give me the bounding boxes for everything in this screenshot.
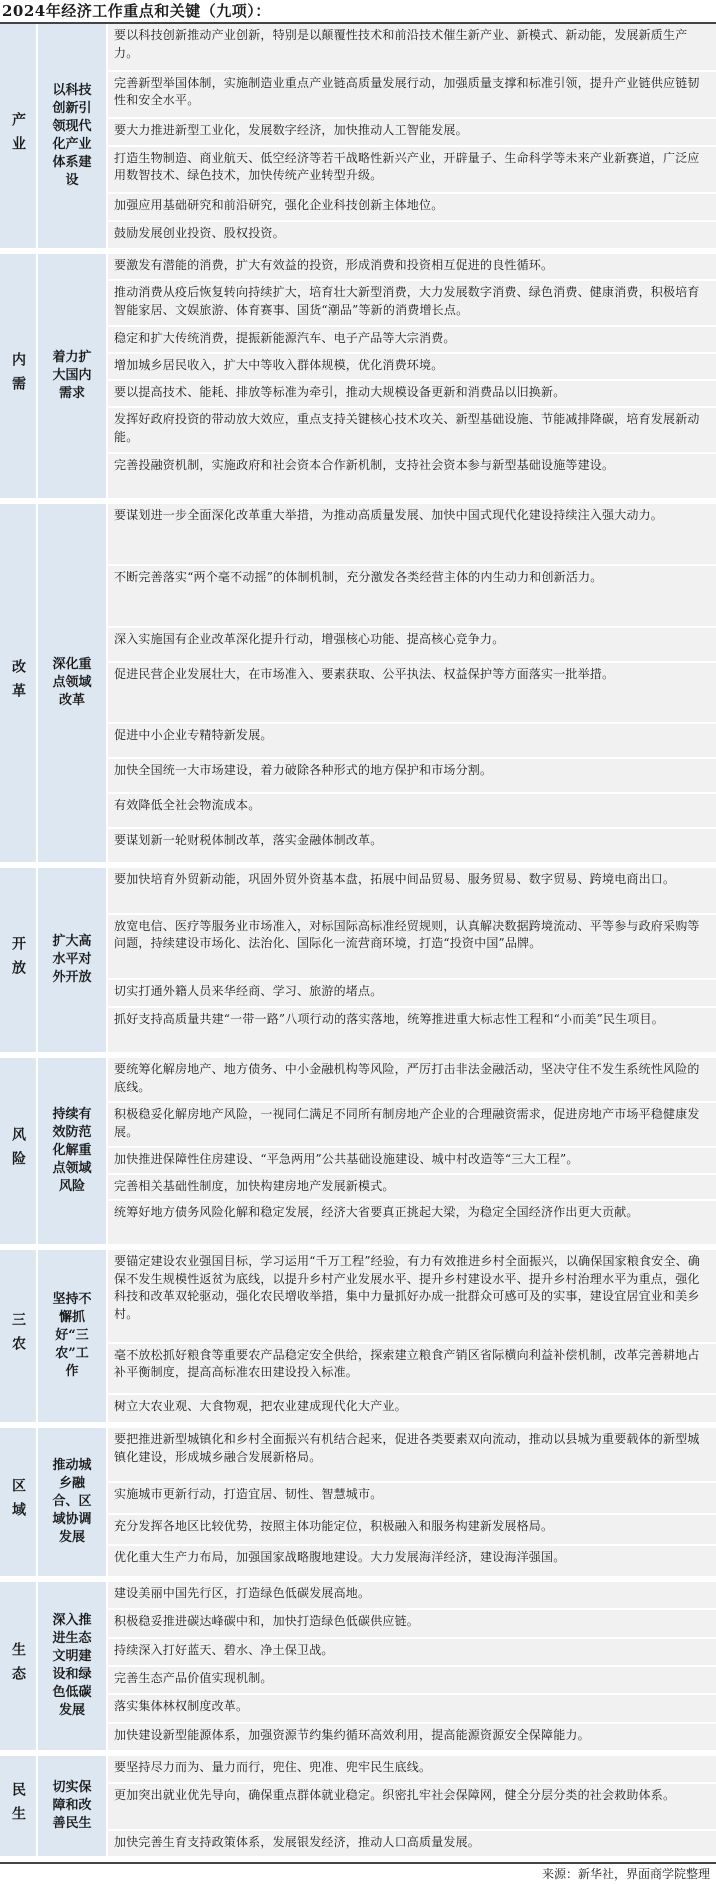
page-title: 2024年经济工作重点和关键（九项）： [0,0,716,24]
section-theme: 持续有效防范化解重点领域风险 [38,1058,108,1244]
section-category: 民生 [0,1756,38,1856]
policy-table [0,24,716,1862]
policy-item: 加快建设新型能源体系，加强资源节约集约循环高效利用，提高能源资源安全保障能力。 [108,1724,716,1750]
policy-item: 鼓励发展创业投资、股权投资。 [108,222,716,248]
policy-item: 深入实施国有企业改革深化提升行动，增强核心功能、提高核心竞争力。 [108,628,716,663]
section-category: 内需 [0,254,38,498]
policy-item: 要谋划进一步全面深化改革重大举措，为推动高质量发展、加快中国式现代化建设持续注入强大动力。 [108,504,716,566]
section-theme: 深化重点领域改革 [38,504,108,862]
policy-item: 要以提高技术、能耗、排放等标准为牵引，推动大规模设备更新和消费品以旧换新。 [108,381,716,408]
section-items [108,1058,716,1244]
policy-item: 加快推进保障性住房建设、“平急两用”公共基础设施建设、城中村改造等“三大工程”。 [108,1148,716,1175]
policy-item: 推动消费从疫后恢复转向持续扩大，培育壮大新型消费，大力发展数字消费、绿色消费、健康消费，积极培育智能家居、文娱旅游、体育赛事、国货“潮品”等新的消费增长点。 [108,281,716,327]
policy-item: 要锚定建设农业强国目标，学习运用“千万工程”经验，有力有效推进乡村全面振兴，以确保国家粮食安全、确保不发生规模性返贫为底线，以提升乡村产业发展水平、提升乡村建设水平、提升乡村治理水平为重点，强化科技和改革双轮驱动，强化农民增收举措，集中力量抓好办成一批群众可感可及的实事，建设宜居宜业和美乡村。 [108,1250,716,1344]
section-theme: 以科技创新引领现代化产业体系建设 [38,24,108,248]
section-1 [0,254,716,504]
section-theme: 推动城乡融合、区域协调发展 [38,1428,108,1576]
policy-item: 有效降低全社会物流成本。 [108,794,716,829]
policy-item: 实施城市更新行动，打造宜居、韧性、智慧城市。 [108,1483,716,1515]
policy-item: 要以科技创新推动产业创新，特别是以颠覆性技术和前沿技术催生新产业、新模式、新动能，发展新质生产力。 [108,24,716,72]
section-0 [0,24,716,254]
section-theme: 着力扩大国内需求 [38,254,108,498]
policy-item: 发挥好政府投资的带动放大效应，重点支持关键核心技术攻关、新型基础设施、节能减排降碳，培育发展新动能。 [108,408,716,454]
policy-item: 要谋划新一轮财税体制改革，落实金融体制改革。 [108,829,716,862]
section-category: 三农 [0,1250,38,1422]
policy-item: 统筹好地方债务风险化解和稳定发展，经济大省要真正挑起大梁，为稳定全国经济作出更大贡献。 [108,1201,716,1244]
section-items [108,1582,716,1750]
section-items [108,24,716,248]
policy-item: 更加突出就业优先导向，确保重点群体就业稳定。织密扎牢社会保障网，健全分层分类的社会救助体系。 [108,1784,716,1831]
policy-item: 要加快培育外贸新动能，巩固外贸外资基本盘，拓展中间品贸易、服务贸易、数字贸易、跨境电商出口。 [108,868,716,915]
policy-item: 完善相关基础性制度，加快构建房地产发展新模式。 [108,1175,716,1202]
section-5 [0,1250,716,1428]
policy-item: 要坚持尽力而为、量力而行，兜住、兜准、兜牢民生底线。 [108,1756,716,1784]
section-items [108,868,716,1052]
policy-item: 促进中小企业专精特新发展。 [108,724,716,759]
policy-item: 建设美丽中国先行区，打造绿色低碳发展高地。 [108,1582,716,1610]
section-items [108,254,716,498]
section-category: 产业 [0,24,38,248]
section-3 [0,868,716,1058]
policy-item: 完善生态产品价值实现机制。 [108,1667,716,1695]
policy-item: 优化重大生产力布局，加强国家战略腹地建设。大力发展海洋经济，建设海洋强国。 [108,1546,716,1576]
section-category: 生态 [0,1582,38,1750]
section-items [108,1756,716,1856]
policy-item: 增加城乡居民收入，扩大中等收入群体规模，优化消费环境。 [108,354,716,381]
policy-item: 积极稳妥推进碳达峰碳中和，加快打造绿色低碳供应链。 [108,1610,716,1638]
source-note: 来源：新华社，界面商学院整理 [0,1862,716,1884]
section-items [108,504,716,862]
section-theme: 坚持不懈抓好“三农”工作 [38,1250,108,1422]
policy-item: 要激发有潜能的消费，扩大有效益的投资，形成消费和投资相互促进的良性循环。 [108,254,716,281]
policy-item: 积极稳妥化解房地产风险，一视同仁满足不同所有制房地产企业的合理融资需求，促进房地产市场平稳健康发展。 [108,1103,716,1148]
section-theme: 扩大高水平对外开放 [38,868,108,1052]
policy-item: 树立大农业观、大食物观，把农业建成现代化大产业。 [108,1395,716,1422]
section-8 [0,1756,716,1862]
policy-item: 加快完善生育支持政策体系，发展银发经济，推动人口高质量发展。 [108,1831,716,1857]
section-items [108,1250,716,1422]
policy-item: 打造生物制造、商业航天、低空经济等若干战略性新兴产业，开辟量子、生命科学等未来产业新赛道，广泛应用数智技术、绿色技术，加快传统产业转型升级。 [108,147,716,195]
section-7 [0,1582,716,1756]
section-4 [0,1058,716,1250]
section-category: 开放 [0,868,38,1052]
policy-item: 放宽电信、医疗等服务业市场准入，对标国际高标准经贸规则，认真解决数据跨境流动、平等参与政府采购等问题，持续建设市场化、法治化、国际化一流营商环境，打造“投资中国”品牌。 [108,915,716,981]
section-category: 区域 [0,1428,38,1576]
policy-item: 加强应用基础研究和前沿研究，强化企业科技创新主体地位。 [108,194,716,222]
policy-item: 要把推进新型城镇化和乡村全面振兴有机结合起来，促进各类要素双向流动，推动以县城为重要载体的新型城镇化建设，形成城乡融合发展新格局。 [108,1428,716,1483]
policy-item: 完善新型举国体制，实施制造业重点产业链高质量发展行动，加强质量支撑和标准引领，提升产业链供应链韧性和安全水平。 [108,72,716,120]
policy-item: 落实集体林权制度改革。 [108,1695,716,1723]
policy-item: 不断完善落实“两个毫不动摇”的体制机制，充分激发各类经营主体的内生动力和创新活力。 [108,566,716,628]
policy-item: 完善投融资机制，实施政府和社会资本合作新机制，支持社会资本参与新型基础设施等建设。 [108,454,716,498]
policy-item: 加快全国统一大市场建设，着力破除各种形式的地方保护和市场分割。 [108,759,716,794]
section-category: 改革 [0,504,38,862]
policy-item: 要大力推进新型工业化，发展数字经济，加快推动人工智能发展。 [108,119,716,147]
policy-item: 切实打通外籍人员来华经商、学习、旅游的堵点。 [108,980,716,1007]
policy-item: 要统筹化解房地产、地方债务、中小金融机构等风险，严厉打击非法金融活动，坚决守住不发生系统性风险的底线。 [108,1058,716,1103]
section-theme: 深入推进生态文明建设和绿色低碳发展 [38,1582,108,1750]
policy-item: 抓好支持高质量共建“一带一路”八项行动的落实落地，统筹推进重大标志性工程和“小而美”民生项目。 [108,1008,716,1053]
policy-item: 稳定和扩大传统消费，提振新能源汽车、电子产品等大宗消费。 [108,327,716,354]
policy-item: 充分发挥各地区比较优势，按照主体功能定位，积极融入和服务构建新发展格局。 [108,1515,716,1547]
section-2 [0,504,716,868]
section-items [108,1428,716,1576]
section-6 [0,1428,716,1582]
policy-item: 持续深入打好蓝天、碧水、净土保卫战。 [108,1639,716,1667]
section-theme: 切实保障和改善民生 [38,1756,108,1856]
section-category: 风险 [0,1058,38,1244]
policy-item: 促进民营企业发展壮大，在市场准入、要素获取、公平执法、权益保护等方面落实一批举措。 [108,663,716,725]
policy-item: 毫不放松抓好粮食等重要农产品稳定安全供给，探索建立粮食产销区省际横向利益补偿机制，改革完善耕地占补平衡制度，提高高标准农田建设投入标准。 [108,1344,716,1395]
